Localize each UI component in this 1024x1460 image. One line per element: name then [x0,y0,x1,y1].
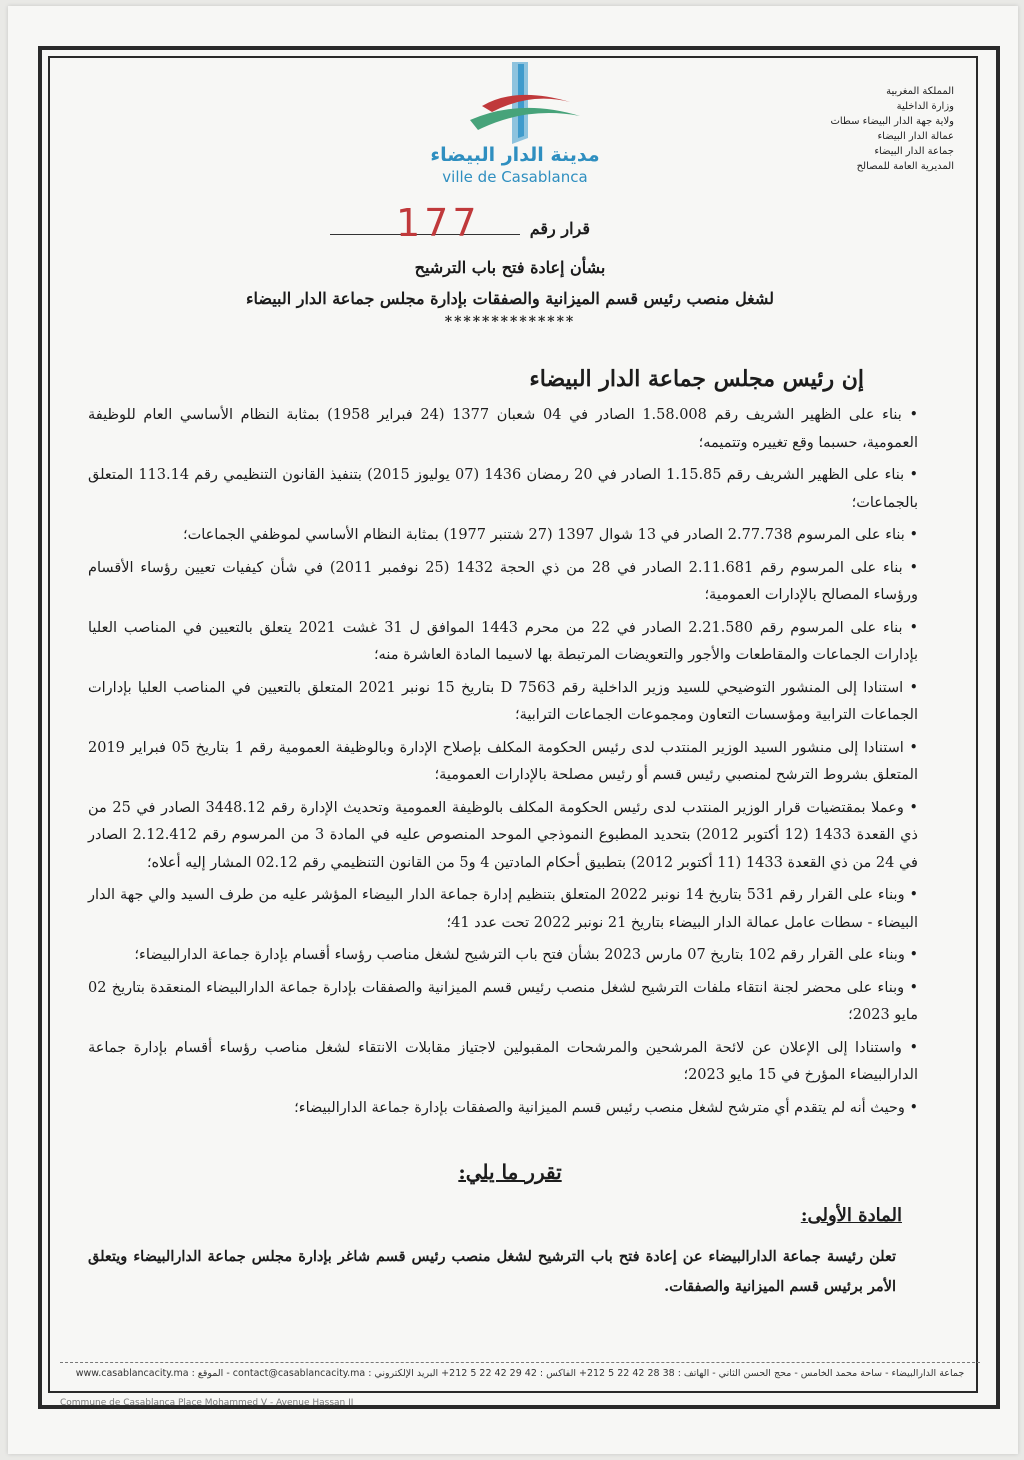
preamble-paragraph: • وحيث أنه لم يتقدم أي مترشح لشغل منصب رئيس قسم الميزانية والصفقات بإدارة جماعة الدارالبيضاء؛ [294,1099,918,1116]
letterhead-line: جماعة الدار البيضاء [874,146,954,157]
logo-mark-icon [430,58,600,148]
preamble-paragraph: • بناء على الظهير الشريف رقم 1.58.008 الصادر في 04 شعبان 1377 (24 فبراير 1958) بمثابة النظام الأساسي العام للوظيفة العمومية، حسبما وقع تغييره وتتميمه؛ [88,407,918,451]
preamble-paragraph: • بناء على المرسوم رقم 2.21.580 الصادر في 22 من محرم 1443 الموافق ل 31 غشت 2021 يتعلق بالتعيين في المناصب العليا بإدارات الجماعات والمقاطعات والأجور والتعويضات المرتبطة بها لاسيما المادة العاشرة منه؛ [88,619,918,663]
letterhead-line: وزارة الداخلية [896,101,954,112]
casablanca-city-logo [430,58,600,188]
preamble-paragraph: • وبناء على محضر لجنة انتقاء ملفات الترشيح لشغل منصب رئيس قسم الميزانية والصفقات بإدارة جماعة الدارالبيضاء المنعقدة بتاريخ 02 مايو 2023؛ [88,979,918,1023]
president-heading: إن رئيس مجلس جماعة الدار البيضاء [529,366,864,392]
letterhead-line: عمالة الدار البيضاء [877,131,954,142]
title-separator: ************** [444,314,576,330]
decision-label: قرار رقم [529,219,590,238]
preamble-paragraph: • بناء على المرسوم رقم 2.11.681 الصادر في 28 من ذي الحجة 1432 (25 نوفمبر 2011) في شأن كيفيات تعيين رؤساء الأقسام ورؤساء المصالح بالإدارات العمومية؛ [88,559,918,603]
letterhead [754,84,954,174]
logo-name-arabic: مدينة الدار البيضاء [430,144,600,166]
title-line-1: بشأن إعادة فتح باب الترشيح [414,258,606,277]
preamble-paragraph: • وبناء على القرار رقم 531 بتاريخ 14 نونبر 2022 المتعلق بتنظيم إدارة جماعة الدار البيضاء المؤشر عليه من طرف السيد والي جهة الدار البيضاء - سطات عامل عمالة الدار البيضاء بتاريخ 21 نونبر 2022 تحت عدد 41؛ [88,887,919,931]
decision-number-block [330,201,590,247]
title-line-2: لشغل منصب رئيس قسم الميزانية والصفقات بإدارة مجلس جماعة الدار البيضاء [245,289,775,308]
preamble [88,402,918,1127]
preamble-paragraph: • استنادا إلى منشور السيد الوزير المنتدب لدى رئيس الحكومة المكلف بإصلاح الإدارة وبالوظيفة العمومية رقم 1 بتاريخ 05 فبراير 2019 المتعلق بشروط الترشح لمنصبي رئيس قسم أو رئيس مصلحة بالإدارات العمومية؛ [88,739,918,783]
document-title [120,258,900,330]
preamble-paragraph: • وعملا بمقتضيات قرار الوزير المنتدب لدى رئيس الحكومة المكلف بالوظيفة العمومية وتحديث الإدارة رقم 3448.12 الصادر في 25 من ذي القعدة 1433 (12 أكتوبر 2012) بتحديد المطبوع النموذجي الموحد المنصوص عليه في المادة 3 من المرسوم رقم 2.12.412 الصادر في 24 من ذي القعدة 1433 (11 أكتوبر 2012) بتطبيق أحكام المادتين 4 و5 من القانون التنظيمي رقم 02.12 المشار إليه أعلاه؛ [88,799,918,871]
preamble-paragraph: • بناء على الظهير الشريف رقم 1.15.85 الصادر في 20 رمضان 1436 (07 يوليوز 2015) بتنفيذ القانون التنظيمي رقم 113.14 المتعلق بالجماعات؛ [88,467,918,511]
decision-heading: تقرر ما يلي: [458,1160,562,1184]
preamble-paragraph: • بناء على المرسوم 2.77.738 الصادر في 13 شوال 1397 (27 شتنبر 1977) بمثابة النظام الأساسي لموظفي الجماعات؛ [182,527,918,543]
letterhead-line: المديرية العامة للمصالح [856,161,954,172]
preamble-paragraph: • استنادا إلى المنشور التوضيحي للسيد وزير الداخلية رقم D 7563 بتاريخ 15 نونبر 2021 المتعلق بالتعيين في المناصب العليا بإدارات الجماعات الترابية ومؤسسات التعاون ومجموعات الجماعات الترابية؛ [88,679,919,723]
decision-number: 177 [396,201,481,245]
article-title: المادة الأولى: [800,1205,902,1226]
letterhead-line: ولاية جهة الدار البيضاء سطات [830,116,954,127]
logo-name-french: ville de Casablanca [442,168,588,186]
letterhead-line: المملكة المغربية [886,86,954,97]
article-text: تعلن رئيسة جماعة الدارالبيضاء عن إعادة فتح باب الترشيح لشغل منصب رئيس قسم شاغر بإدارة مجلس جماعة الدارالبيضاء ويتعلق الأمر برئيس قسم الميزانية والصفقات. [88,1248,896,1295]
footer-contact: جماعة الدارالبيضاء - ساحة محمد الخامس - محج الحسن الثاني - الهاتف : 38 28 42 22 5 212+ الفاكس : 42 29 42 22 5 212+ البريد الإلكتروني : contact@casablancacity.ma - الموقع : www.casablancacity.ma [60,1362,980,1379]
footer-address: Commune de Casablanca Place Mohammed V - Avenue Hassan II [60,1398,354,1408]
preamble-paragraph: • وبناء على القرار رقم 102 بتاريخ 07 مارس 2023 بشأن فتح باب الترشيح لشغل مناصب رؤساء أقسام بإدارة جماعة الدارالبيضاء؛ [134,947,918,963]
preamble-paragraph: • واستنادا إلى الإعلان عن لائحة المرشحين والمرشحات المقبولين لاجتياز مقابلات الانتقاء لشغل مناصب رؤساء أقسام بإدارة جماعة الدارالبيضاء المؤرخ في 15 مايو 2023؛ [88,1039,918,1083]
